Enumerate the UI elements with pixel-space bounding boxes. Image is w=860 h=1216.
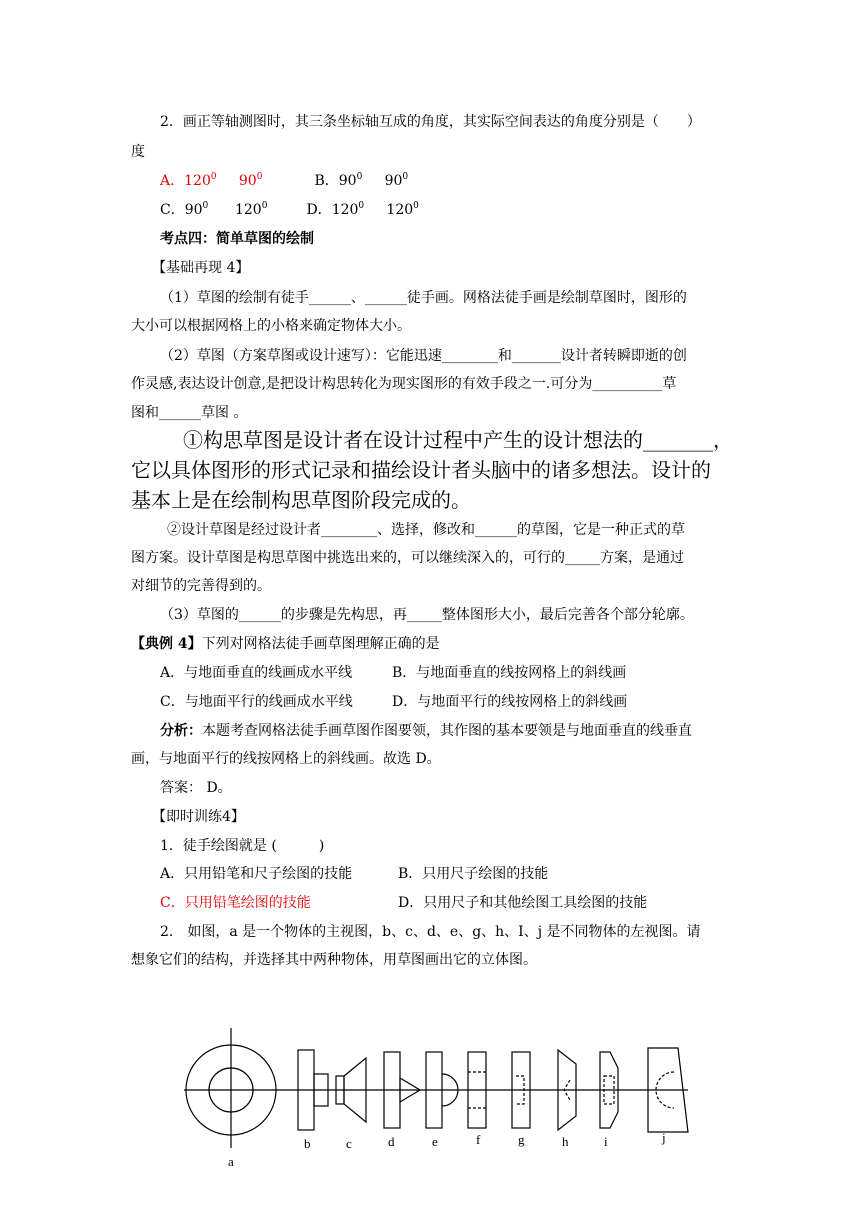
option-c: C．$90^0$ $120^0$ — [160, 201, 268, 218]
example-option-b: B．与地面垂直的线按网格上的斜线画 — [392, 665, 627, 681]
paragraph-4-line-3: 对细节的完善得到的。 — [131, 578, 271, 594]
paragraph-3-line-1: ①构思草图是设计者在设计过程中产生的设计想法的_______， — [183, 428, 733, 452]
label-b: b — [304, 1136, 311, 1151]
practice-options-row2 — [160, 893, 647, 913]
q2-stem-cont: 度 — [131, 144, 145, 160]
paragraph-3-line-2: 它以具体图形的形式记录和描绘设计者头脑中的诸多想法。设计的 — [131, 458, 711, 482]
example-4-options-row2 — [160, 692, 627, 712]
label-e: e — [432, 1134, 438, 1149]
option-b: B．$90^0$ $90^0$ — [314, 172, 409, 189]
paragraph-2-line-3: 图和______草图 。 — [131, 405, 248, 421]
paragraph-1-line-1: （1）草图的绘制有徒手______、______徒手画。网格法徒手画是绘制草图时，图形的 — [160, 290, 687, 306]
views-figure — [180, 1028, 700, 1178]
answer-line: 答案： D。 — [160, 780, 232, 796]
practice-option-d: D．只用尺子和其他绘图工具绘图的技能 — [398, 895, 648, 911]
label-j: j — [662, 1130, 666, 1145]
section-subheading: 【基础再现 4】 — [152, 260, 250, 276]
example-4-options-row1 — [160, 663, 626, 683]
paragraph-2-line-1: （2）草图（方案草图或设计速写）：它能迅速________和_______设计者转瞬即逝的创 — [160, 348, 687, 364]
option-a: A．$120^0$ $90^0$ — [160, 172, 263, 189]
q2-options-row2 — [160, 200, 419, 220]
paragraph-1-line-2: 大小可以根据网格上的小格来确定物体大小。 — [131, 318, 411, 334]
practice-option-a: A．只用铅笔和尺子绘图的技能 — [160, 866, 353, 882]
practice-q1-stem: 1．徒手绘图就是 ( ) — [160, 838, 325, 854]
example-option-a: A．与地面垂直的线画成水平线 — [160, 665, 353, 681]
paragraph-3-line-3: 基本上是在绘制构思草图阶段完成的。 — [131, 488, 471, 512]
paragraph-4-line-2: 图方案。设计草图是构思草图中挑选出来的，可以继续深入的，可行的_____方案，是通过 — [131, 550, 684, 566]
practice-q2-line-1: 2. 如图，a 是一个物体的主视图，b、c、d、e、g、h、I、j 是不同物体的左视图。请 — [160, 924, 701, 940]
example-option-d: D．与地面平行的线按网格上的斜线画 — [392, 694, 628, 710]
practice-options-row1 — [160, 864, 548, 884]
paragraph-4-line-1: ②设计草图是经过设计者________、选择，修改和______的草图，它是一种正式的草 — [167, 522, 685, 538]
practice-heading: 【即时训练4】 — [152, 809, 245, 825]
label-i: i — [604, 1134, 608, 1149]
view-a — [184, 1028, 298, 1148]
label-d: d — [388, 1134, 395, 1149]
practice-option-c: C．只用铅笔绘图的技能 — [160, 895, 311, 911]
label-g: g — [518, 1132, 525, 1147]
section-title: 考点四：简单草图的绘制 — [160, 231, 314, 247]
practice-q2-line-2: 想象它们的结构，并选择其中两种物体，用草图画出它的立体图。 — [131, 952, 537, 968]
label-f: f — [476, 1132, 481, 1147]
q2-stem: 2．画正等轴测图时，其三条坐标轴互成的角度，其实际空间表达的角度分别是（ ） — [160, 114, 701, 130]
analysis-line-1: 分析：本题考查网格法徒手画草图作图要领，其作图的基本要领是与地面垂直的线垂直 — [160, 723, 692, 739]
example-4-stem: 【典例 4】下列对网格法徒手画草图理解正确的是 — [131, 636, 440, 652]
label-a: a — [228, 1154, 234, 1169]
q2-options-row1 — [160, 171, 408, 191]
label-c: c — [346, 1136, 352, 1151]
paragraph-5-line-1: （3）草图的______的步骤是先构思，再_____整体图形大小，最后完善各个部分轮廓。 — [160, 607, 694, 623]
paragraph-2-line-2: 作灵感,表达设计创意,是把设计构思转化为现实图形的有效手段之一.可分为__________草 — [131, 376, 677, 392]
analysis-line-2: 画，与地面平行的线按网格上的斜线画。故选 D。 — [131, 751, 441, 767]
practice-option-b: B．只用尺子绘图的技能 — [398, 866, 549, 882]
option-d: D．$120^0$ $120^0$ — [306, 201, 419, 218]
example-option-c: C．与地面平行的线画成水平线 — [160, 694, 353, 710]
label-h: h — [562, 1134, 569, 1149]
